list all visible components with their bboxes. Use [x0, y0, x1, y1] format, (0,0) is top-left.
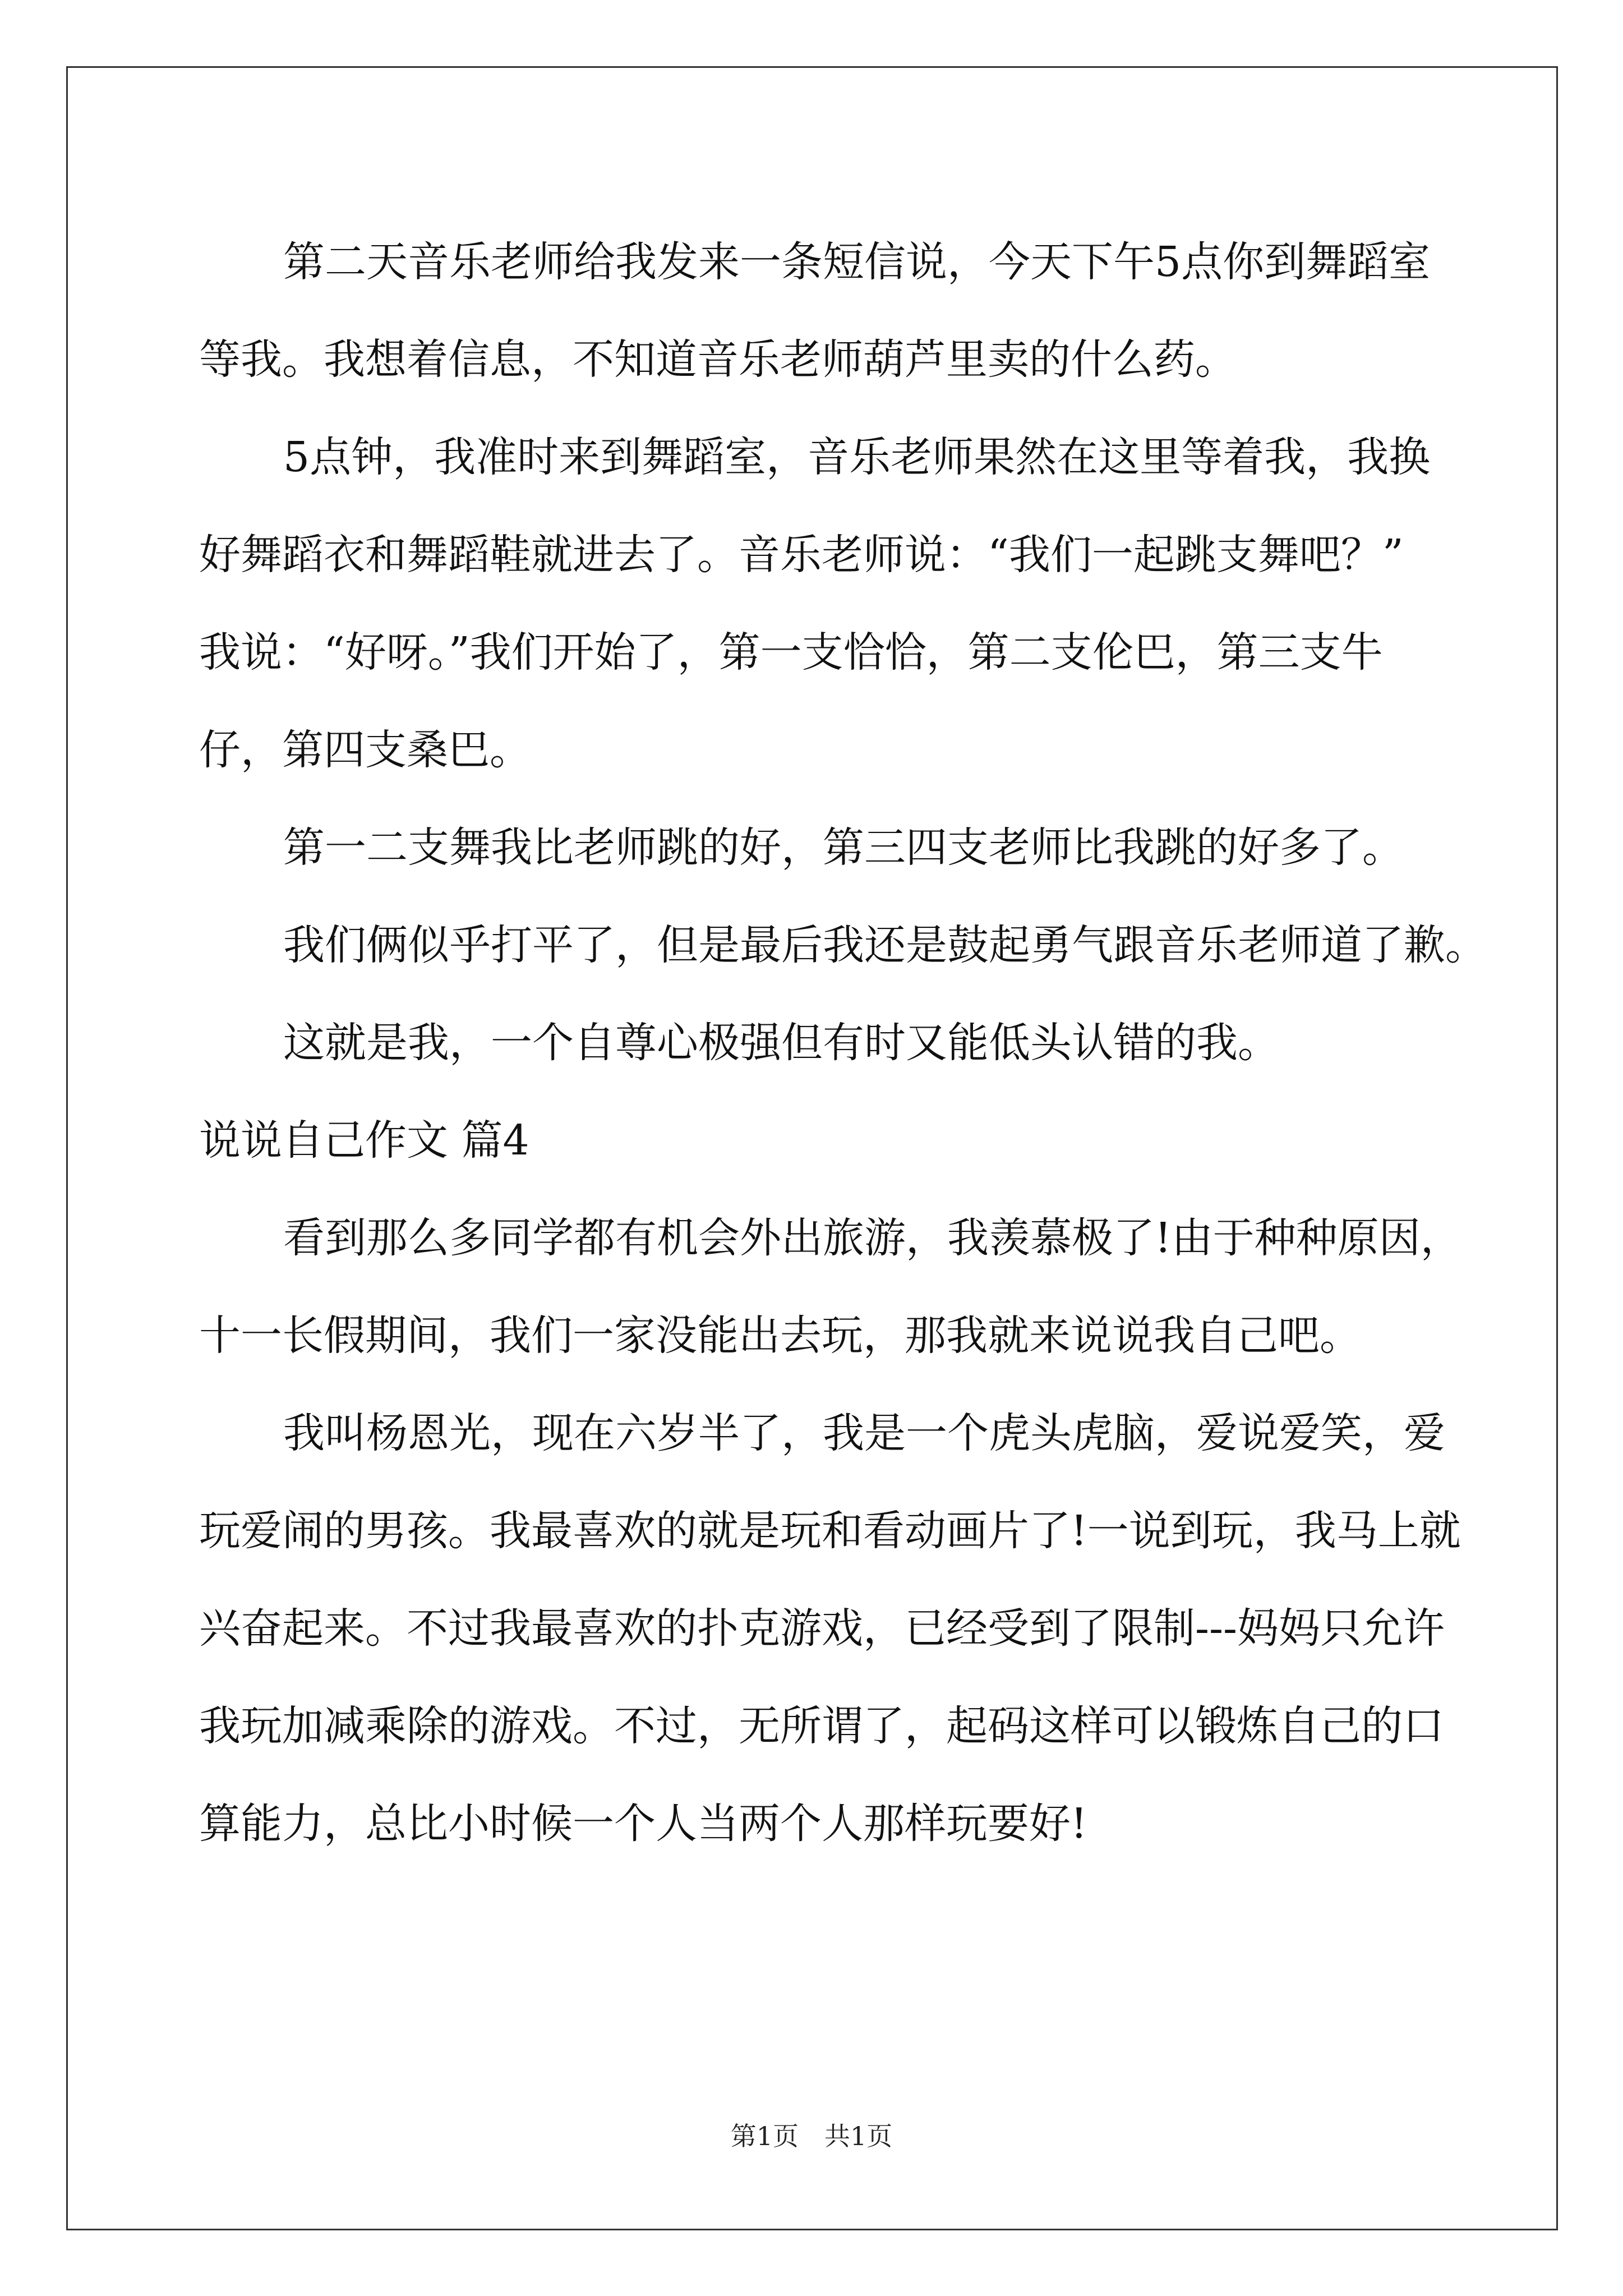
- section-heading: 说说自己作文 篇4: [199, 1116, 529, 1165]
- text-line: 5点钟，我准时来到舞蹈室，音乐老师果然在这里等着我，我换: [283, 433, 1431, 481]
- text-line: 兴奋起来。不过我最喜欢的扑克游戏，已经受到了限制---妈妈只允许: [199, 1604, 1445, 1653]
- text-line: 好舞蹈衣和舞蹈鞋就进去了。音乐老师说：“我们一起跳支舞吧？”: [199, 531, 1404, 579]
- text-line: 这就是我，一个自尊心极强但有时又能低头认错的我。: [283, 1019, 1279, 1067]
- text-line: 玩爱闹的男孩。我最喜欢的就是玩和看动画片了!一说到玩，我马上就: [199, 1507, 1461, 1555]
- text-line: 我们俩似乎打平了，但是最后我还是鼓起勇气跟音乐老师道了歉。: [283, 921, 1487, 969]
- text-line: 看到那么多同学都有机会外出旅游，我羡慕极了!由于种种原因，: [283, 1214, 1462, 1262]
- text-line: 仔，第四支桑巴。: [199, 726, 531, 774]
- text-line: 我说：“好呀。”我们开始了，第一支恰恰，第二支伦巴，第三支牛: [199, 628, 1383, 677]
- text-line: 我叫杨恩光，现在六岁半了，我是一个虎头虎脑，爱说爱笑，爱: [283, 1409, 1445, 1457]
- text-line: 第二天音乐老师给我发来一条短信说，今天下午5点你到舞蹈室: [283, 238, 1431, 286]
- text-line: 算能力，总比小时候一个人当两个人那样玩要好!: [199, 1800, 1087, 1848]
- document-body: [199, 213, 1487, 1872]
- text-line: 第一二支舞我比老师跳的好，第三四支老师比我跳的好多了。: [283, 823, 1404, 872]
- text-line: 十一长假期间，我们一家没能出去玩，那我就来说说我自己吧。: [199, 1312, 1361, 1360]
- text-line: 等我。我想着信息，不知道音乐老师葫芦里卖的什么药。: [199, 335, 1237, 384]
- text-line: 我玩加减乘除的游戏。不过，无所谓了，起码这样可以锻炼自己的口: [199, 1702, 1444, 1750]
- page-footer: [0, 2119, 1623, 2153]
- page-number: 第1页 共1页: [730, 2121, 893, 2151]
